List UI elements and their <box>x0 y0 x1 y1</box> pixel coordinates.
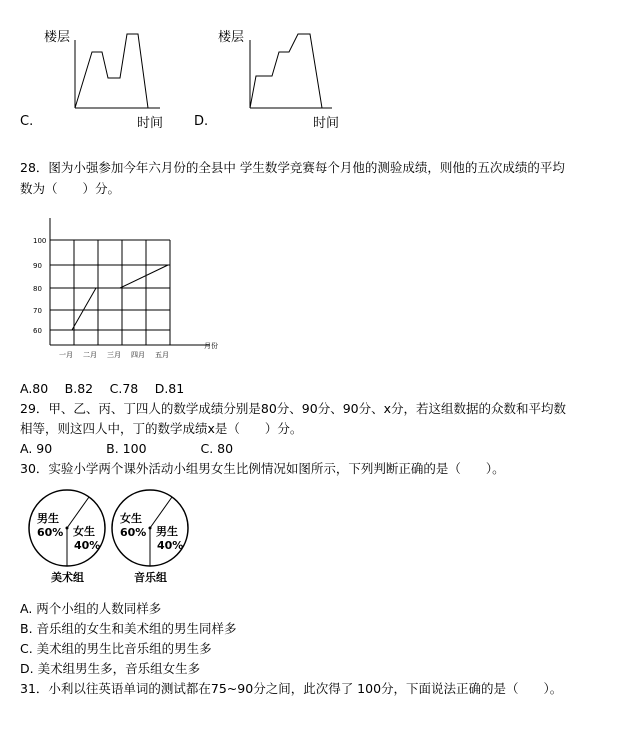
pie-art-left-label: 男生 <box>37 512 59 525</box>
x-tick-label: 四月 <box>131 351 145 359</box>
q31-line1: 31．小利以往英语单词的测试都在75~90分之间，此次得了 100分，下面说法正确的是（ ）。 <box>20 681 563 696</box>
pie-music-caption: 音乐组 <box>134 571 167 584</box>
x-axis-unit-label: 月份 <box>204 342 218 350</box>
q29-line2: 相等，则这四人中，丁的数学成绩x是（ ）分。 <box>20 421 303 436</box>
option-c-letter: C. <box>20 114 34 129</box>
option-c-y-label: 楼层 <box>44 30 71 45</box>
q30-option-b: B. 音乐组的女生和美术组的男生同样多 <box>20 621 237 636</box>
y-tick-label: 80 <box>33 285 42 293</box>
y-tick-label: 90 <box>33 262 42 270</box>
q28-options: A.80 B.82 C.78 D.81 <box>20 381 185 396</box>
option-d-y-label: 楼层 <box>218 30 245 45</box>
q30-line1: 30．实验小学两个课外活动小组男女生比例情况如图所示，下列判断正确的是（ ）。 <box>20 461 505 476</box>
pie-music-right-pct: 40% <box>157 539 184 552</box>
x-tick-label: 二月 <box>83 351 97 359</box>
q30-option-d: D. 美术组男生多，音乐组女生多 <box>20 661 201 676</box>
pie-art-caption: 美术组 <box>51 571 84 584</box>
option-d-x-label: 时间 <box>313 116 340 131</box>
pie-music-left-pct: 60% <box>120 526 147 539</box>
pie-music-left-label: 女生 <box>120 512 142 525</box>
x-tick-label: 三月 <box>107 351 121 359</box>
q29-line1: 29．甲、乙、丙、丁四人的数学成绩分别是80分、90分、90分、x分，若这组数据的众数和平均数 <box>20 401 567 416</box>
option-d-letter: D. <box>194 114 209 129</box>
pie-art-left-pct: 60% <box>37 526 64 539</box>
q30-option-a: A. 两个小组的人数同样多 <box>20 601 162 616</box>
x-tick-label: 五月 <box>155 351 169 359</box>
q28-line2: 数为（ ）分。 <box>20 181 121 196</box>
pie-music-right-label: 男生 <box>156 525 178 538</box>
pie-art-right-label: 女生 <box>73 525 95 538</box>
y-tick-label: 60 <box>33 327 42 335</box>
y-tick-label: 70 <box>33 307 42 315</box>
pie-art-right-pct: 40% <box>74 539 101 552</box>
x-tick-label: 一月 <box>59 351 73 359</box>
option-c-x-label: 时间 <box>137 116 164 131</box>
y-tick-label: 100 <box>33 237 47 245</box>
q29-options: A. 90 B. 100 C. 80 <box>20 441 234 456</box>
q28-line1: 28．图为小强参加今年六月份的全县中 学生数学竞赛每个月他的测验成绩，则他的五次成绩的平均 <box>20 160 565 175</box>
q30-option-c: C. 美术组的男生比音乐组的男生多 <box>20 641 212 656</box>
